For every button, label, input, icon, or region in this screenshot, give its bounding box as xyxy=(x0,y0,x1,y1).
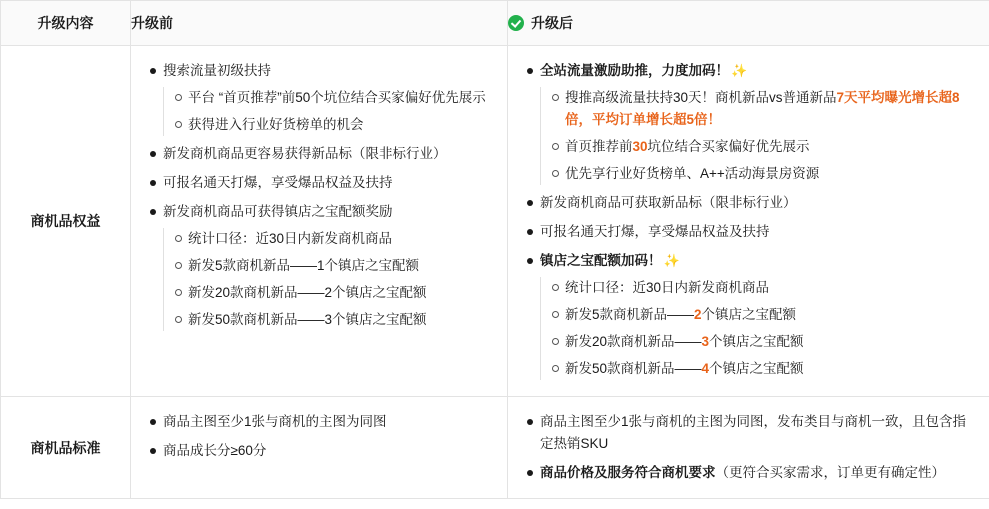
sublist-item-label: 获得进入行业好货榜单的机会 xyxy=(188,117,364,132)
sublist-item-label: 统计口径：近30日内新发商机商品 xyxy=(188,231,393,246)
before-list xyxy=(141,60,493,331)
sublist-item xyxy=(565,277,975,299)
list-item-label: （更符合买家需求，订单更有确定性） xyxy=(715,465,945,480)
before-sublist xyxy=(163,87,493,136)
list-item xyxy=(163,172,493,194)
list-item-label: 搜索流量初级扶持 xyxy=(163,63,271,78)
list-item-label: 商品价格及服务符合商机要求 xyxy=(540,465,716,480)
sublist-item-label: 个镇店之宝配额 xyxy=(701,307,797,322)
sublist-item xyxy=(188,255,493,277)
list-item-label: 新发商机商品更容易获得新品标（限非标行业） xyxy=(163,146,447,161)
list-item-label: 商品主图至少1张与商机的主图为同图，发布类目与商机一致，且包含指定热销SKU xyxy=(540,414,967,451)
sublist-item xyxy=(188,309,493,331)
sublist-item-label: 个镇店之宝配额 xyxy=(709,334,804,349)
list-item xyxy=(540,221,975,243)
sublist-item-label: 坑位结合买家偏好优先展示 xyxy=(647,139,810,154)
list-item xyxy=(540,411,975,455)
header-after-upgrade xyxy=(508,1,989,46)
sublist-item-label: 首页推荐前 xyxy=(565,139,633,154)
list-item xyxy=(540,250,975,380)
sublist-item-label: 平台 “首页推荐”前50个坑位结合买家偏好优先展示 xyxy=(188,90,486,105)
highlight-text: 2 xyxy=(694,307,702,322)
table-header-row xyxy=(1,1,989,46)
after-sublist xyxy=(540,87,975,185)
check-circle-icon xyxy=(508,15,524,31)
list-item xyxy=(540,192,975,214)
sublist-item-label: 搜推高级流量扶持30天！商机新品vs普通新品 xyxy=(565,90,837,105)
before-sublist xyxy=(163,228,493,331)
list-item xyxy=(163,411,493,433)
cell-after-0 xyxy=(508,46,989,397)
list-item-label: 新发商机商品可获取新品标（限非标行业） xyxy=(540,195,797,210)
highlight-text: 7天平均曝光增长超8倍，平均订单增长超5倍！ xyxy=(565,90,960,127)
sublist-item xyxy=(188,282,493,304)
sublist-item xyxy=(565,331,975,353)
list-item xyxy=(540,60,975,185)
row-label-1: 商机品标准 xyxy=(1,397,131,499)
after-sublist xyxy=(540,277,975,380)
list-item xyxy=(540,462,975,484)
sublist-item-label: 新发5款商机新品—— xyxy=(565,307,695,322)
highlight-text: 30 xyxy=(632,139,648,154)
sublist-item-label: 新发5款商机新品——1个镇店之宝配额 xyxy=(188,258,420,273)
sublist-item xyxy=(565,358,975,380)
sublist-item-label: 优先享行业好货榜单、A++活动海景房资源 xyxy=(565,166,820,181)
header-after-upgrade-label: 升级后 xyxy=(531,15,573,31)
sublist-item xyxy=(565,163,975,185)
table-header xyxy=(1,1,989,46)
sublist-item xyxy=(565,304,975,326)
after-list xyxy=(518,60,975,380)
table-row xyxy=(1,46,989,397)
sublist-item xyxy=(188,87,493,109)
highlight-text: 4 xyxy=(701,361,710,376)
sublist-item xyxy=(188,114,493,136)
sparkle-icon: ✨ xyxy=(663,253,680,268)
sublist-item-label: 新发20款商机新品——2个镇店之宝配额 xyxy=(188,285,427,300)
list-item-label: 商品主图至少1张与商机的主图为同图 xyxy=(163,414,387,429)
sparkle-icon: ✨ xyxy=(731,63,748,78)
cell-before-0 xyxy=(131,46,508,397)
sublist-item-label: 新发50款商机新品—— xyxy=(565,361,702,376)
after-list xyxy=(518,411,975,484)
list-item-label: 商品成长分≥60分 xyxy=(163,443,267,458)
header-before-upgrade: 升级前 xyxy=(131,1,508,46)
list-item xyxy=(163,143,493,165)
before-list xyxy=(141,411,493,462)
list-item-label: 可报名通天打爆，享受爆品权益及扶持 xyxy=(163,175,393,190)
sublist-item xyxy=(565,87,975,131)
list-item xyxy=(163,60,493,136)
sublist-item xyxy=(188,228,493,250)
list-item xyxy=(163,440,493,462)
sublist-item xyxy=(565,136,975,158)
cell-before-1 xyxy=(131,397,508,499)
list-item xyxy=(163,201,493,331)
table-row xyxy=(1,397,989,499)
sublist-item-label: 统计口径：近30日内新发商机商品 xyxy=(565,280,770,295)
highlight-text: 3 xyxy=(701,334,710,349)
sublist-item-label: 新发50款商机新品——3个镇店之宝配额 xyxy=(188,312,427,327)
list-item-label: 镇店之宝配额加码！ xyxy=(540,253,662,268)
list-item-label: 全站流量激励助推，力度加码！ xyxy=(540,63,729,78)
header-upgrade-content: 升级内容 xyxy=(1,1,131,46)
row-label-0: 商机品权益 xyxy=(1,46,131,397)
table-body xyxy=(1,46,989,499)
sublist-item-label: 新发20款商机新品—— xyxy=(565,334,702,349)
sublist-item-label: 个镇店之宝配额 xyxy=(709,361,804,376)
list-item-label: 可报名通天打爆，享受爆品权益及扶持 xyxy=(540,224,770,239)
list-item-label: 新发商机商品可获得镇店之宝配额奖励 xyxy=(163,204,393,219)
cell-after-1 xyxy=(508,397,989,499)
